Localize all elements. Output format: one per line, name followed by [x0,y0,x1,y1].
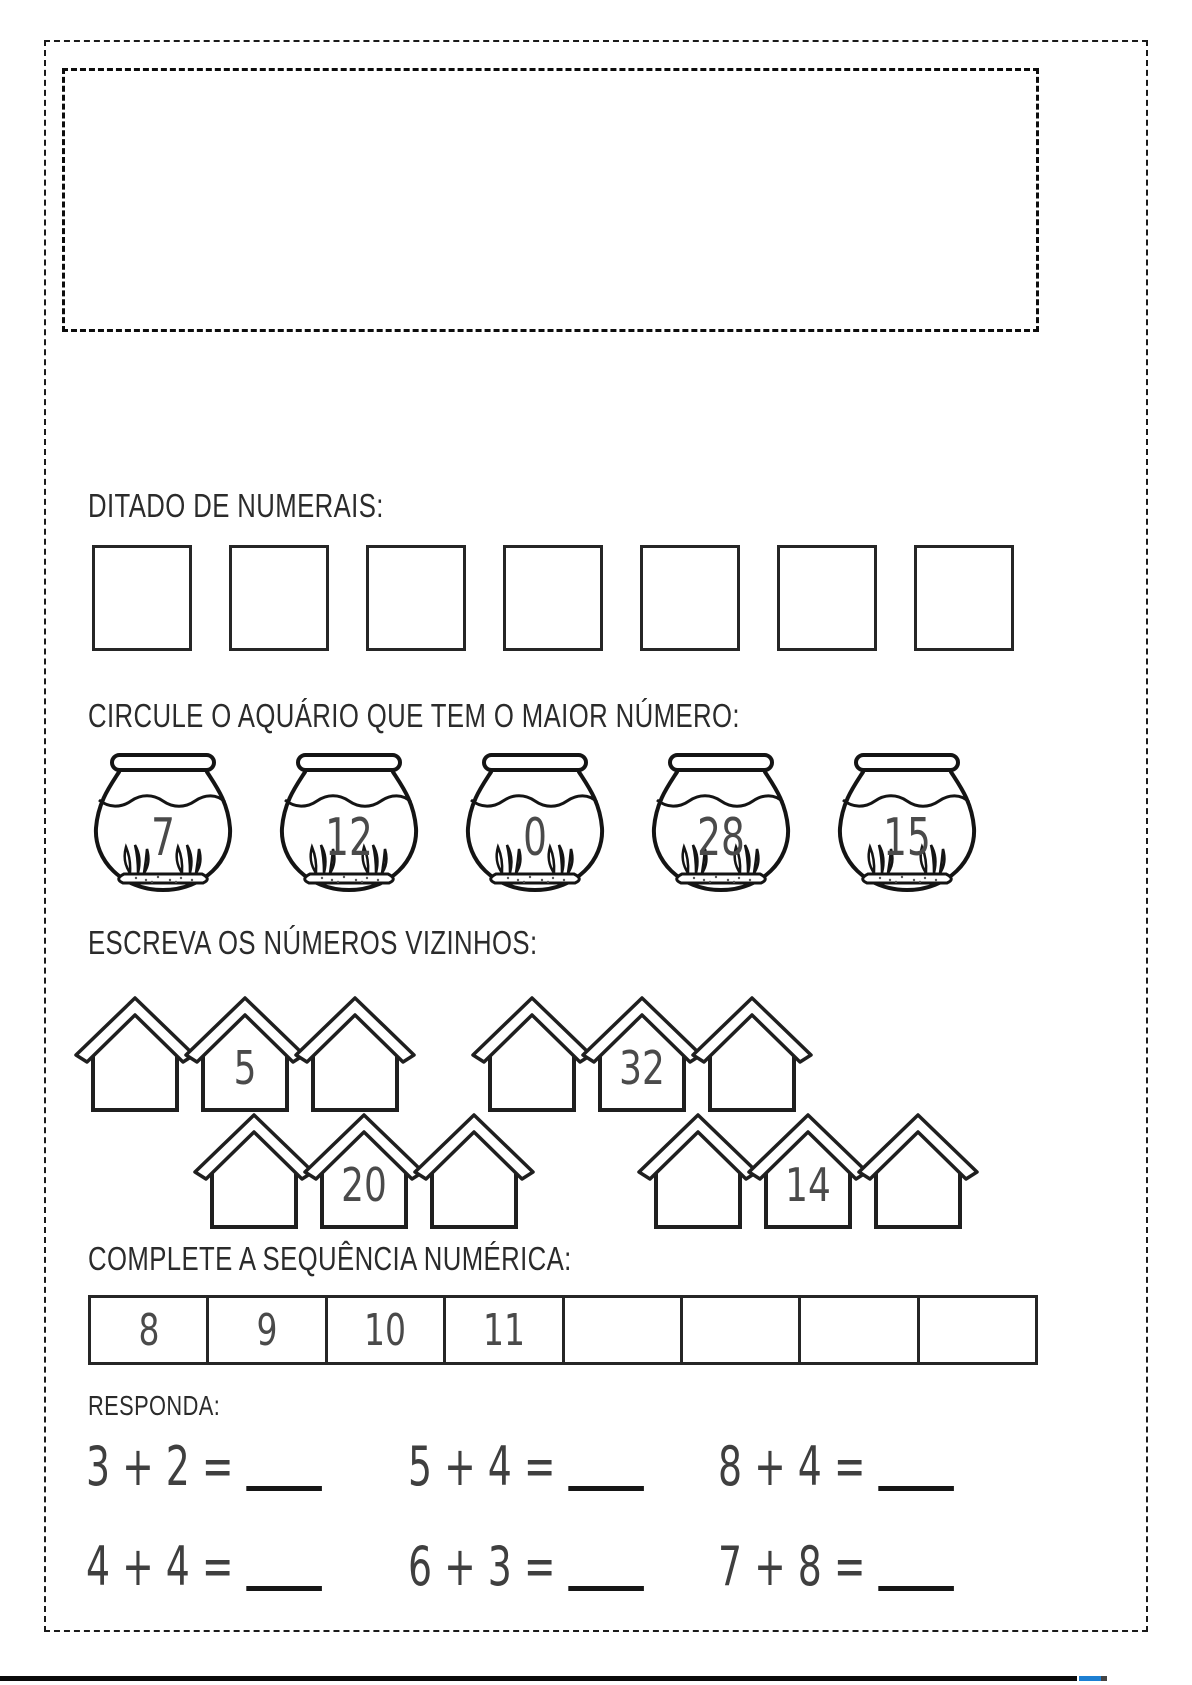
sequence-cell-empty [683,1298,801,1362]
answer-square [229,545,329,651]
answer-line [878,1586,954,1591]
sequence-cell-empty [920,1298,1035,1362]
fishbowl-number: 12 [325,808,373,868]
house [412,1110,536,1230]
sequence-number: 10 [364,1304,407,1356]
house-number: 20 [341,1158,387,1212]
equation-text: 3 + 2 = [86,1435,234,1498]
house [73,993,197,1113]
fishbowl [458,752,612,900]
fishbowl [86,752,240,900]
vizinhos-title: ESCREVA OS NÚMEROS VIZINHOS: [88,924,538,961]
fishbowl-number: 28 [697,808,745,868]
house-number: 32 [619,1041,665,1095]
fishbowl [644,752,798,900]
equation [408,1435,644,1498]
equation [408,1535,644,1598]
answer-line [878,1486,954,1491]
house-number: 14 [785,1158,831,1212]
sequence-cell [446,1298,564,1362]
fishbowl-number: 15 [883,808,931,868]
house-with-number [183,993,307,1113]
footer-bar [0,1676,1077,1681]
equation [718,1435,954,1498]
house-number: 5 [233,1041,257,1095]
equation-text: 4 + 4 = [86,1535,234,1598]
aquario-title: CIRCULE O AQUÁRIO QUE TEM O MAIOR NÚMERO: [88,697,740,734]
house [636,1110,760,1230]
sequence-cell [209,1298,327,1362]
answer-square [777,545,877,651]
answer-line [246,1486,322,1491]
equation-text: 7 + 8 = [718,1535,866,1598]
fishbowl-number: 0 [523,808,547,868]
house [192,1110,316,1230]
house [856,1110,980,1230]
sequence-cell-empty [801,1298,919,1362]
fishbowl [272,752,426,900]
fishbowl [830,752,984,900]
header-box [62,68,1039,332]
answer-line [568,1486,644,1491]
footer-accent-mark [1101,1676,1107,1681]
footer-accent-mark [1079,1676,1101,1681]
answer-square [914,545,1014,651]
sequence-cell [91,1298,209,1362]
house [690,993,814,1113]
answer-line [568,1586,644,1591]
house-with-number [746,1110,870,1230]
answer-square [366,545,466,651]
ditado-squares [92,545,1014,651]
sequence-number: 11 [482,1304,525,1356]
answer-line [246,1586,322,1591]
ditado-title: DITADO DE NUMERAIS: [88,487,384,524]
equation-text: 6 + 3 = [408,1535,556,1598]
house-with-number [580,993,704,1113]
sequence-number: 9 [256,1304,278,1356]
sequence-cell-empty [565,1298,683,1362]
sequencia-title: COMPLETE A SEQUÊNCIA NUMÉRICA: [88,1240,572,1277]
house [293,993,417,1113]
equation-text: 5 + 4 = [408,1435,556,1498]
equation-text: 8 + 4 = [718,1435,866,1498]
equation [718,1535,954,1598]
responda-title: RESPONDA: [88,1390,221,1421]
equation [86,1535,322,1598]
sequence-number: 8 [138,1304,160,1356]
equation [86,1435,322,1498]
fishbowl-number: 7 [151,808,175,868]
answer-square [503,545,603,651]
sequence-table [88,1295,1038,1365]
answer-square [640,545,740,651]
house-with-number [302,1110,426,1230]
sequence-cell [328,1298,446,1362]
house [470,993,594,1113]
answer-square [92,545,192,651]
